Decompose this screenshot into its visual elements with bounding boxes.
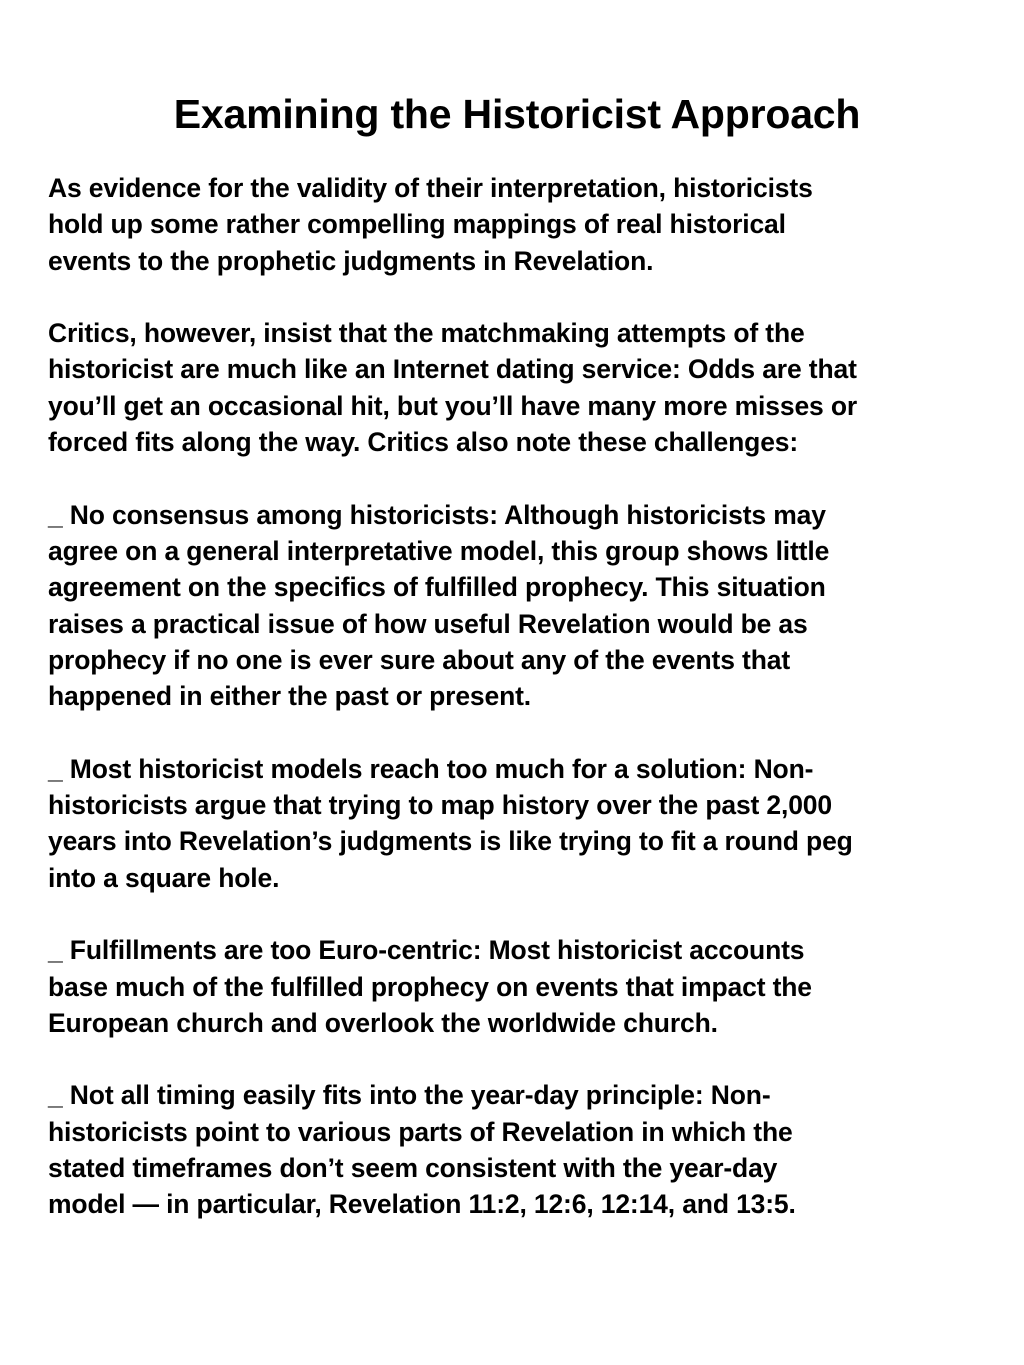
paragraph-critics xyxy=(48,315,1008,460)
challenge-no-consensus xyxy=(48,497,1008,715)
text-line: agree on a general interpretative model, this group shows little xyxy=(48,535,830,566)
challenge-euro-centric xyxy=(48,932,1008,1041)
text-line: into a square hole. xyxy=(48,862,280,893)
challenge-reach-too-much xyxy=(48,751,1008,896)
text-line: events to the prophetic judgments in Revelation. xyxy=(48,245,654,276)
slide-title: Examining the Historicist Approach xyxy=(173,91,861,137)
text-line: model — in particular, Revelation 11:2, 12:6, 12:14, and 13:5. xyxy=(48,1189,796,1220)
text-line: agreement on the specifics of fulfilled prophecy. This situation xyxy=(48,572,826,603)
text-line: historicists argue that trying to map history over the past 2,000 xyxy=(48,790,832,821)
text-line: years into Revelation’s judgments is like trying to fit a round peg xyxy=(48,826,853,857)
text-line: raises a practical issue of how useful Revelation would be as xyxy=(48,608,808,639)
text-line: historicists point to various parts of Revelation in which the xyxy=(48,1116,793,1147)
text-line: hold up some rather compelling mappings of real historical xyxy=(48,209,786,240)
text-line: _ Most historicist models reach too much for a solution: Non- xyxy=(48,753,814,784)
text-line: _ Fulfillments are too Euro-centric: Most historicist accounts xyxy=(48,935,805,966)
text-line: _ No consensus among historicists: Although historicists may xyxy=(48,499,826,530)
text-line: Critics, however, insist that the matchmaking attempts of the xyxy=(48,318,805,349)
text-line: As evidence for the validity of their interpretation, historicists xyxy=(48,173,813,203)
text-line: base much of the fulfilled prophecy on events that impact the xyxy=(48,971,812,1002)
text-line: happened in either the past or present. xyxy=(48,681,532,712)
text-line: prophecy if no one is ever sure about any of the events that xyxy=(48,644,790,675)
paragraph-intro xyxy=(48,170,1008,279)
text-line: _ Not all timing easily fits into the year-day principle: Non- xyxy=(48,1080,771,1111)
text-line: European church and overlook the worldwide church. xyxy=(48,1007,718,1038)
slide-body xyxy=(48,170,1008,1259)
text-line: historicist are much like an Internet dating service: Odds are that xyxy=(48,354,857,385)
challenge-year-day-principle xyxy=(48,1077,1008,1222)
text-line: forced fits along the way. Critics also note these challenges: xyxy=(48,427,799,458)
text-line: you’ll get an occasional hit, but you’ll have many more misses or xyxy=(48,390,858,421)
text-line: stated timeframes don’t seem consistent with the year-day xyxy=(48,1153,778,1184)
